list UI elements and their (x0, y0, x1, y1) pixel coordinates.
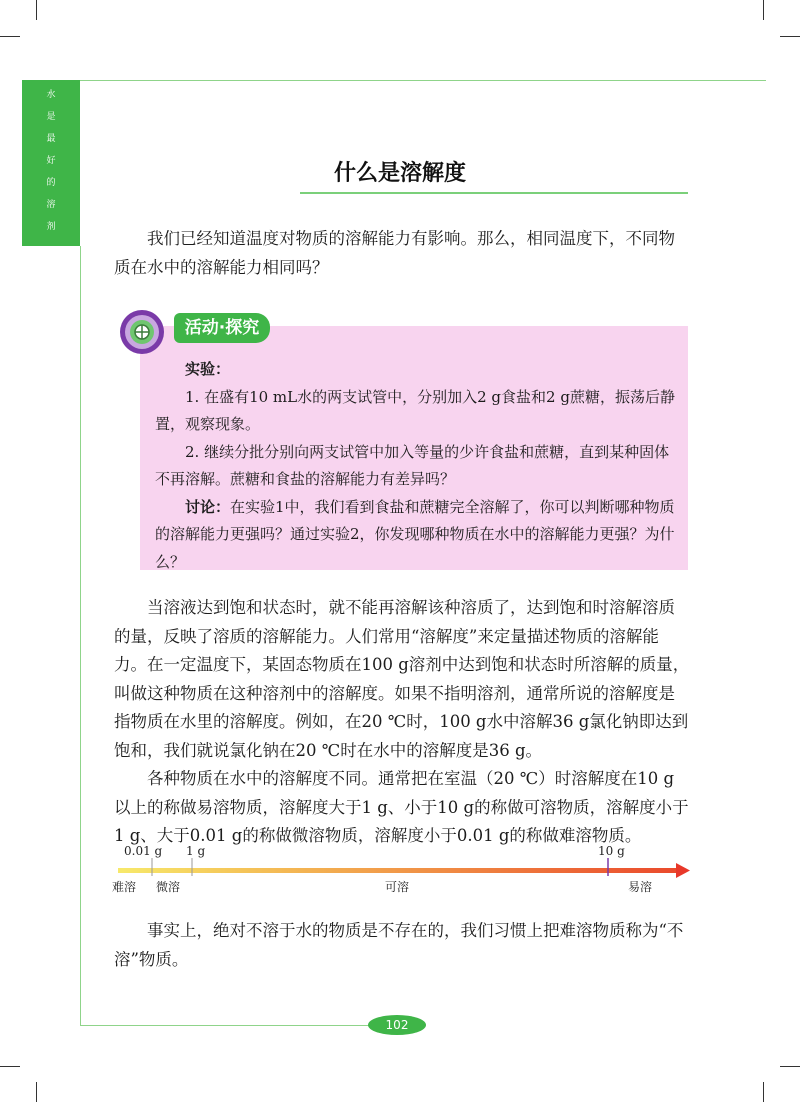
frame-left-rule (80, 246, 81, 1026)
scale-category-label: 难溶 (112, 880, 137, 894)
body-paragraphs (114, 594, 690, 851)
intro-text: 我们已经知道温度对物质的溶解能力有影响。那么，相同温度下，不同物质在水中的溶解能力相同吗？ (114, 229, 675, 277)
side-tab-char: 溶 (46, 200, 56, 210)
solubility-scale (112, 842, 692, 902)
closing-paragraph (114, 917, 690, 974)
crop-mark (0, 36, 20, 37)
side-tab-char: 最 (46, 134, 56, 144)
crop-mark (763, 1082, 764, 1102)
scale-mark-label: 10 g (598, 844, 625, 858)
crop-mark (36, 0, 37, 20)
experiment-step-1: 1. 在盛有10 mL水的两支试管中，分别加入2 g食盐和2 g蔗糖，振荡后静置，观察现象。 (155, 387, 675, 433)
frame-top-rule (80, 80, 766, 81)
intro-paragraph (114, 225, 690, 282)
title-underline (300, 192, 688, 194)
page-number: 102 (368, 1015, 426, 1035)
experiment-heading: 实验： (185, 360, 231, 378)
crop-mark (780, 36, 800, 37)
side-tab-char: 好 (46, 156, 56, 166)
side-tab-char: 的 (46, 178, 56, 188)
body-paragraph: 当溶液达到饱和状态时，就不能再溶解该种溶质了，达到饱和时溶解溶质的量，反映了溶质的溶解能力。人们常用“溶解度”来定量描述物质的溶解能力。在一定温度下，某固态物质在100 g溶剂中达到饱和状态时所溶解的质量，叫做这种物质在这种溶剂中的溶解度。如果不指明溶剂，通常所说的溶解度是指物质在水里的溶解度。例如，在20 ℃时，100 g水中溶解36 g氯化钠即达到饱和，我们就说氯化钠在20 ℃时在水中的溶解度是36 g。 (114, 598, 690, 760)
side-tab-char: 水 (46, 90, 56, 100)
side-tab-char: 是 (46, 112, 56, 122)
crop-mark (780, 1066, 800, 1067)
body-paragraph: 各种物质在水中的溶解度不同。通常把在室温（20 ℃）时溶解度在10 g以上的称做易溶物质，溶解度大于1 g、小于10 g的称做可溶物质，溶解度小于1 g、大于0.01 g的称做微溶物质，溶解度小于0.01 g的称做难溶物质。 (114, 769, 689, 845)
discussion-text: 在实验1中，我们看到食盐和蔗糖完全溶解了，你可以判断哪种物质的溶解能力更强吗？通过实验2，你发现哪种物质在水中的溶解能力更强？为什么？ (155, 497, 675, 571)
discussion-heading: 讨论： (185, 497, 231, 516)
crop-mark (763, 0, 764, 20)
closing-text: 事实上，绝对不溶于水的物质是不存在的，我们习惯上把难溶物质称为“不溶”物质。 (114, 921, 684, 969)
chapter-side-tab (22, 80, 80, 246)
experiment-step-2: 2. 继续分批分别向两支试管中加入等量的少许食盐和蔗糖，直到某种固体不再溶解。蔗糖和食盐的溶解能力有差异吗？ (155, 442, 670, 488)
scale-mark-label: 0.01 g (124, 844, 163, 858)
scale-category-label: 易溶 (628, 880, 653, 894)
scale-category-label: 微溶 (156, 880, 181, 894)
crop-mark (0, 1066, 20, 1067)
activity-label: 活动·探究 (174, 313, 270, 343)
scale-category-label: 可溶 (385, 880, 410, 894)
activity-content (155, 356, 675, 576)
chapter-side-text (22, 84, 80, 238)
side-tab-char: 剂 (46, 222, 56, 232)
scale-mark-label: 1 g (186, 844, 206, 858)
crop-mark (36, 1082, 37, 1102)
page-title: 什么是溶解度 (333, 161, 466, 186)
frame-bottom-rule (80, 1025, 370, 1026)
